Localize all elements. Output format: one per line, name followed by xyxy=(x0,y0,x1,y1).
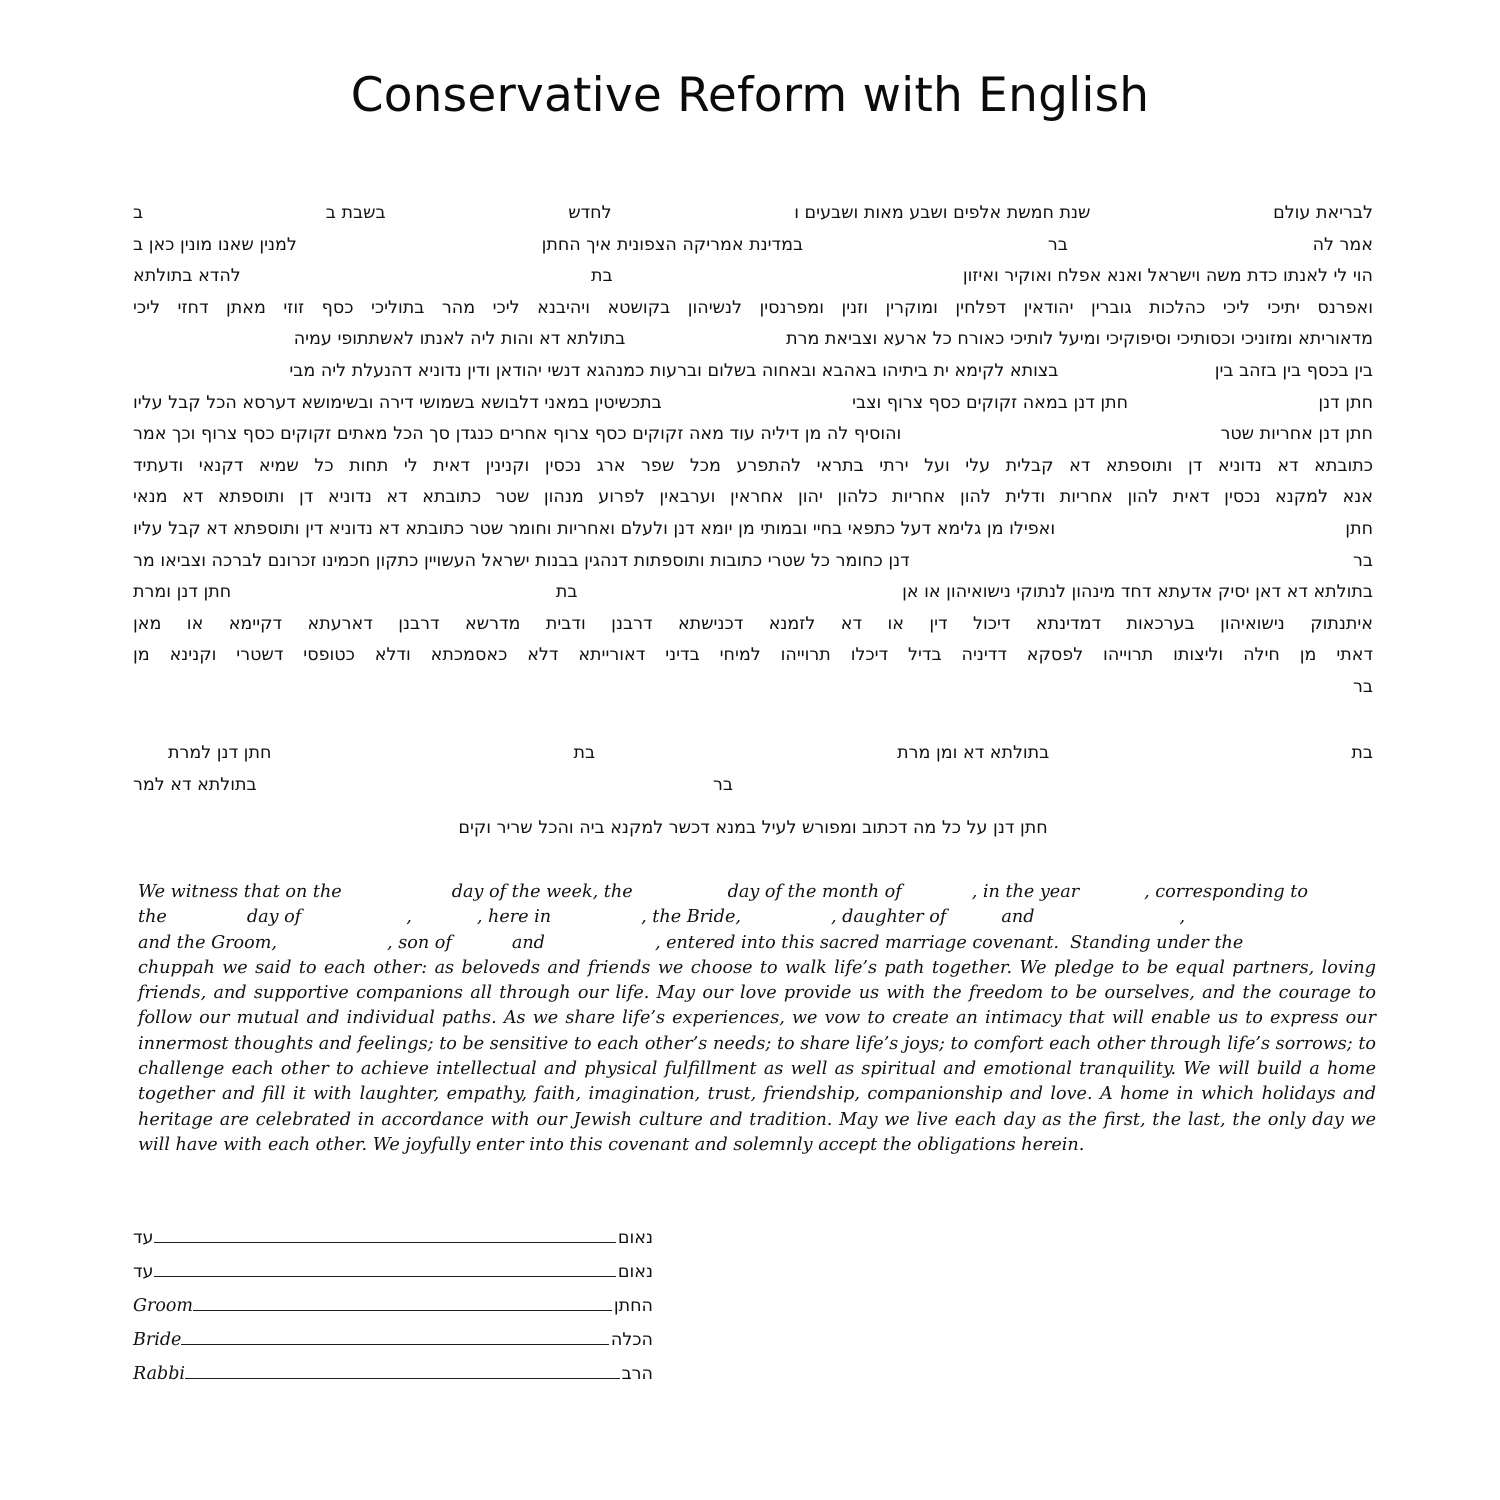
english-line-1 xyxy=(138,880,1376,905)
signature-line[interactable] xyxy=(193,1310,612,1311)
hebrew-line-8 xyxy=(133,419,1373,451)
hebrew-text-block xyxy=(133,198,1373,704)
hebrew-segment: ואפילו מן גלימא דעל כתפאי בחיי ובמותי מן יומא דנן ולעלם ואחריות וחומר שטר כתובתא דא נדוניא דין ותוספתא דא קבל עליו xyxy=(133,518,1056,539)
hebrew-line-13 xyxy=(133,577,1373,609)
hebrew-segment: הוי לי לאנתו כדת משה וישראל ואנא אפלח ואוקיר ואיזון xyxy=(962,266,1373,287)
hebrew-line-10: אנא למקנא נכסין דאית להון אחריות ודלית להון אחריות כלהון יהון אחראין וערבאין לפרוע מנהון שטר כתובתא דא נדוניא דן ותוספתא דא מנאי xyxy=(133,487,1373,508)
english-segment: day of xyxy=(246,907,302,928)
page-title: Conservative Reform with English xyxy=(350,68,1150,123)
signature-block xyxy=(133,1228,653,1398)
english-segment: , entered into this sacred marriage covenant. Standing under the xyxy=(654,932,1244,953)
english-segment: , in the year xyxy=(971,882,1080,902)
hebrew-segment: במדינת אמריקה הצפונית איך החתן xyxy=(541,234,804,255)
signature-row-witness-1 xyxy=(133,1228,653,1262)
hebrew-segment: בתולתא דא למר xyxy=(133,774,257,795)
hebrew-line-2 xyxy=(133,230,1373,262)
hebrew-segment: חתן דנן xyxy=(1318,392,1373,413)
hebrew-segment: בת xyxy=(573,743,596,763)
hebrew-segment: ב xyxy=(133,203,144,223)
hebrew-segment: בתכשיטין במאני דלבושא בשמושי דירה ובשימושא דערסא הכל קבל עליו xyxy=(133,392,662,413)
signature-row-witness-2 xyxy=(133,1262,653,1296)
hebrew-segment: לחדש xyxy=(568,203,612,223)
hebrew-segment: חתן דנן אחריות שטר xyxy=(1220,424,1373,445)
hebrew-segment: בצותא לקימא ית ביתיהו באהבא ובאחוה בשלום וברעות כמנהגא דנשי יהודאן ודין נדוניא דהנעלת ליה מבי xyxy=(289,360,1059,381)
signature-label-left: Rabbi xyxy=(133,1364,186,1384)
hebrew-line-16: בר xyxy=(1353,676,1373,697)
hebrew-segment: בת xyxy=(590,266,613,287)
english-segment: , corresponding to xyxy=(1144,882,1308,902)
english-segment: , the Bride, xyxy=(641,907,741,928)
hebrew-segment: והוסיף לה מן דיליה עוד מאה זקוקים כסף צרוף אחרים כנגדן סך הכל מאתים זקוקים כסף צרוף וכך אמר xyxy=(133,424,902,445)
hebrew-line-3 xyxy=(133,261,1373,293)
english-segment: day of the week, the xyxy=(451,882,633,902)
hebrew-line-12 xyxy=(133,546,1373,578)
hebrew-line-15: דאתי מן חילה וליצותו תרוייהו לפסקא דדיניה בדיל דיכלו תרוייהו למיחי בדיני דאורייתא דלא כאסמכתא ודלא כטופסי דשטרי וקנינא מן xyxy=(133,645,1373,666)
english-segment: , son of xyxy=(387,932,452,953)
english-segment: and xyxy=(1001,907,1035,928)
signature-row-groom xyxy=(133,1296,653,1330)
hebrew-segment: להדא בתולתא xyxy=(133,266,241,287)
hebrew-line-6 xyxy=(133,356,1373,388)
hebrew-segment: חתן דנן ומרת xyxy=(133,582,232,603)
hebrew-segment: בר xyxy=(1047,234,1068,255)
hebrew-line-1 xyxy=(133,198,1373,230)
hebrew-segment: בתולתא דא דאן יסיק אדעתא דחד מינהון לנתוקי נישואיהון או אן xyxy=(902,582,1373,603)
english-segment: We witness that on the xyxy=(138,882,342,902)
signature-label-right: החתן xyxy=(613,1296,653,1316)
english-segment: the xyxy=(138,907,167,928)
hebrew-segment: חתן דנן למרת xyxy=(168,743,272,763)
english-line-2 xyxy=(138,905,1376,930)
hebrew-segment: אמר לה xyxy=(1312,234,1373,255)
signature-row-bride xyxy=(133,1330,653,1364)
hebrew-final-line: חתן דנן על כל מה דכתוב ומפורש לעיל במנא דכשר למקנא ביה והכל שריר וקים xyxy=(458,818,1048,839)
signature-label-right: נאום xyxy=(617,1262,653,1282)
hebrew-line-11 xyxy=(133,514,1373,546)
signature-label-left: Groom xyxy=(133,1296,194,1316)
signature-label-right: נאום xyxy=(617,1228,653,1248)
hebrew-line-9: כתובתא דא נדוניא דן ותוספתא דא קבלית עלי ועל ירתי בתראי להתפרע מכל שפר ארג נכסין וקנינין דאית לי תחות כל שמיא דקנאי ודעתיד xyxy=(133,455,1373,476)
hebrew-segment: בתולתא דא והות ליה לאנתו לאשתתופי עמיה xyxy=(293,329,626,350)
english-segment: , xyxy=(406,907,412,928)
signature-line[interactable] xyxy=(181,1344,609,1345)
hebrew-closing-row-2 xyxy=(133,770,1373,802)
hebrew-line-4: ואפרנס יתיכי ליכי כהלכות גוברין יהודאין דפלחין ומוקרין וזנין ומפרנסין לנשיהון בקושטא ויהיבנא ליכי מהר בתוליכי כסף זוזי מאתן דחזי ליכי xyxy=(133,297,1373,318)
signature-line[interactable] xyxy=(154,1242,616,1243)
hebrew-segment: דנן כחומר כל שטרי כתובות ותוספתות דנהגין בבנות ישראל העשויין כתקון חכמינו זכרונם לברכה וצביאו מר xyxy=(133,550,910,571)
hebrew-segment: בתולתא דא ומן מרת xyxy=(897,743,1050,763)
english-segment: , xyxy=(1179,907,1186,928)
hebrew-segment: חתן דנן במאה זקוקים כסף צרוף וצבי xyxy=(852,392,1129,413)
hebrew-segment: בר xyxy=(713,774,733,795)
hebrew-line-14: איתנתוק נישואיהון בערכאות דמדינתא דיכול דין או דא לזמנא דכנישתא דרבנן ודבית מדרשא דרבנן דארעתא דקיימא או מאן xyxy=(133,613,1373,634)
signature-row-rabbi xyxy=(133,1364,653,1398)
hebrew-line-7 xyxy=(133,388,1373,420)
english-line-3 xyxy=(138,931,1376,956)
hebrew-segment: בשבת ב xyxy=(325,203,386,223)
hebrew-segment: בת xyxy=(555,582,578,603)
hebrew-segment: לבריאת עולם xyxy=(1273,203,1373,223)
english-text-block xyxy=(138,880,1376,1158)
signature-line[interactable] xyxy=(185,1378,620,1379)
english-segment: , here in xyxy=(476,907,552,928)
signature-label-right: הכלה xyxy=(610,1330,653,1350)
english-segment: and xyxy=(511,932,545,953)
hebrew-segment: מדאוריתא ומזוניכי וכסותיכי וסיפוקיכי ומיעל לותיכי כאורח כל ארעא וצביאת מרת xyxy=(786,329,1373,350)
signature-label-left: Bride xyxy=(133,1330,182,1350)
hebrew-segment: בר xyxy=(1353,550,1373,571)
hebrew-segment: למנין שאנו מונין כאן ב xyxy=(133,234,297,255)
hebrew-segment: שנת חמשת אלפים ושבע מאות ושבעים ו xyxy=(794,203,1091,223)
hebrew-segment: בין בכסף בין בזהב בין xyxy=(1214,360,1373,381)
hebrew-closing-row-1 xyxy=(133,738,1373,770)
english-segment: day of the month of xyxy=(727,882,902,902)
hebrew-closing-block xyxy=(133,738,1373,845)
signature-label-left: עד xyxy=(133,1262,154,1282)
english-body-paragraph: chuppah we said to each other: as beloveds and friends we choose to walk life’s path together. We pledge to be equal partners, loving friends, and supportive companions all through our life. May our love provide us with the freedom to be ourselves, and the courage to follow our mutual and individual paths. As we share life’s experiences, we vow to create an intimacy that will enable us to express our innermost thoughts and feelings; to be sensitive to each other’s needs; to share life’s joys; to comfort each other through life’s sorrows; to challenge each other to achieve intellectual and physical fulfillment as well as spiritual and emotional tranquility. We will build a home together and fill it with laughter, empathy, faith, imagination, trust, friendship, companionship and love. A home in which holidays and heritage are celebrated in accordance with our Jewish culture and tradition. May we live each day as the first, the last, the only day we will have with each other. We joyfully enter into this covenant and solemnly accept the obligations herein. xyxy=(138,957,1376,1155)
signature-label-right: הרב xyxy=(621,1364,653,1384)
signature-label-left: עד xyxy=(133,1228,154,1248)
english-segment: and the Groom, xyxy=(138,932,278,953)
hebrew-segment: בת xyxy=(1351,743,1373,763)
english-segment: , daughter of xyxy=(830,907,947,928)
signature-line[interactable] xyxy=(154,1276,616,1277)
hebrew-line-5 xyxy=(133,324,1373,356)
hebrew-segment: חתן xyxy=(1345,518,1373,539)
